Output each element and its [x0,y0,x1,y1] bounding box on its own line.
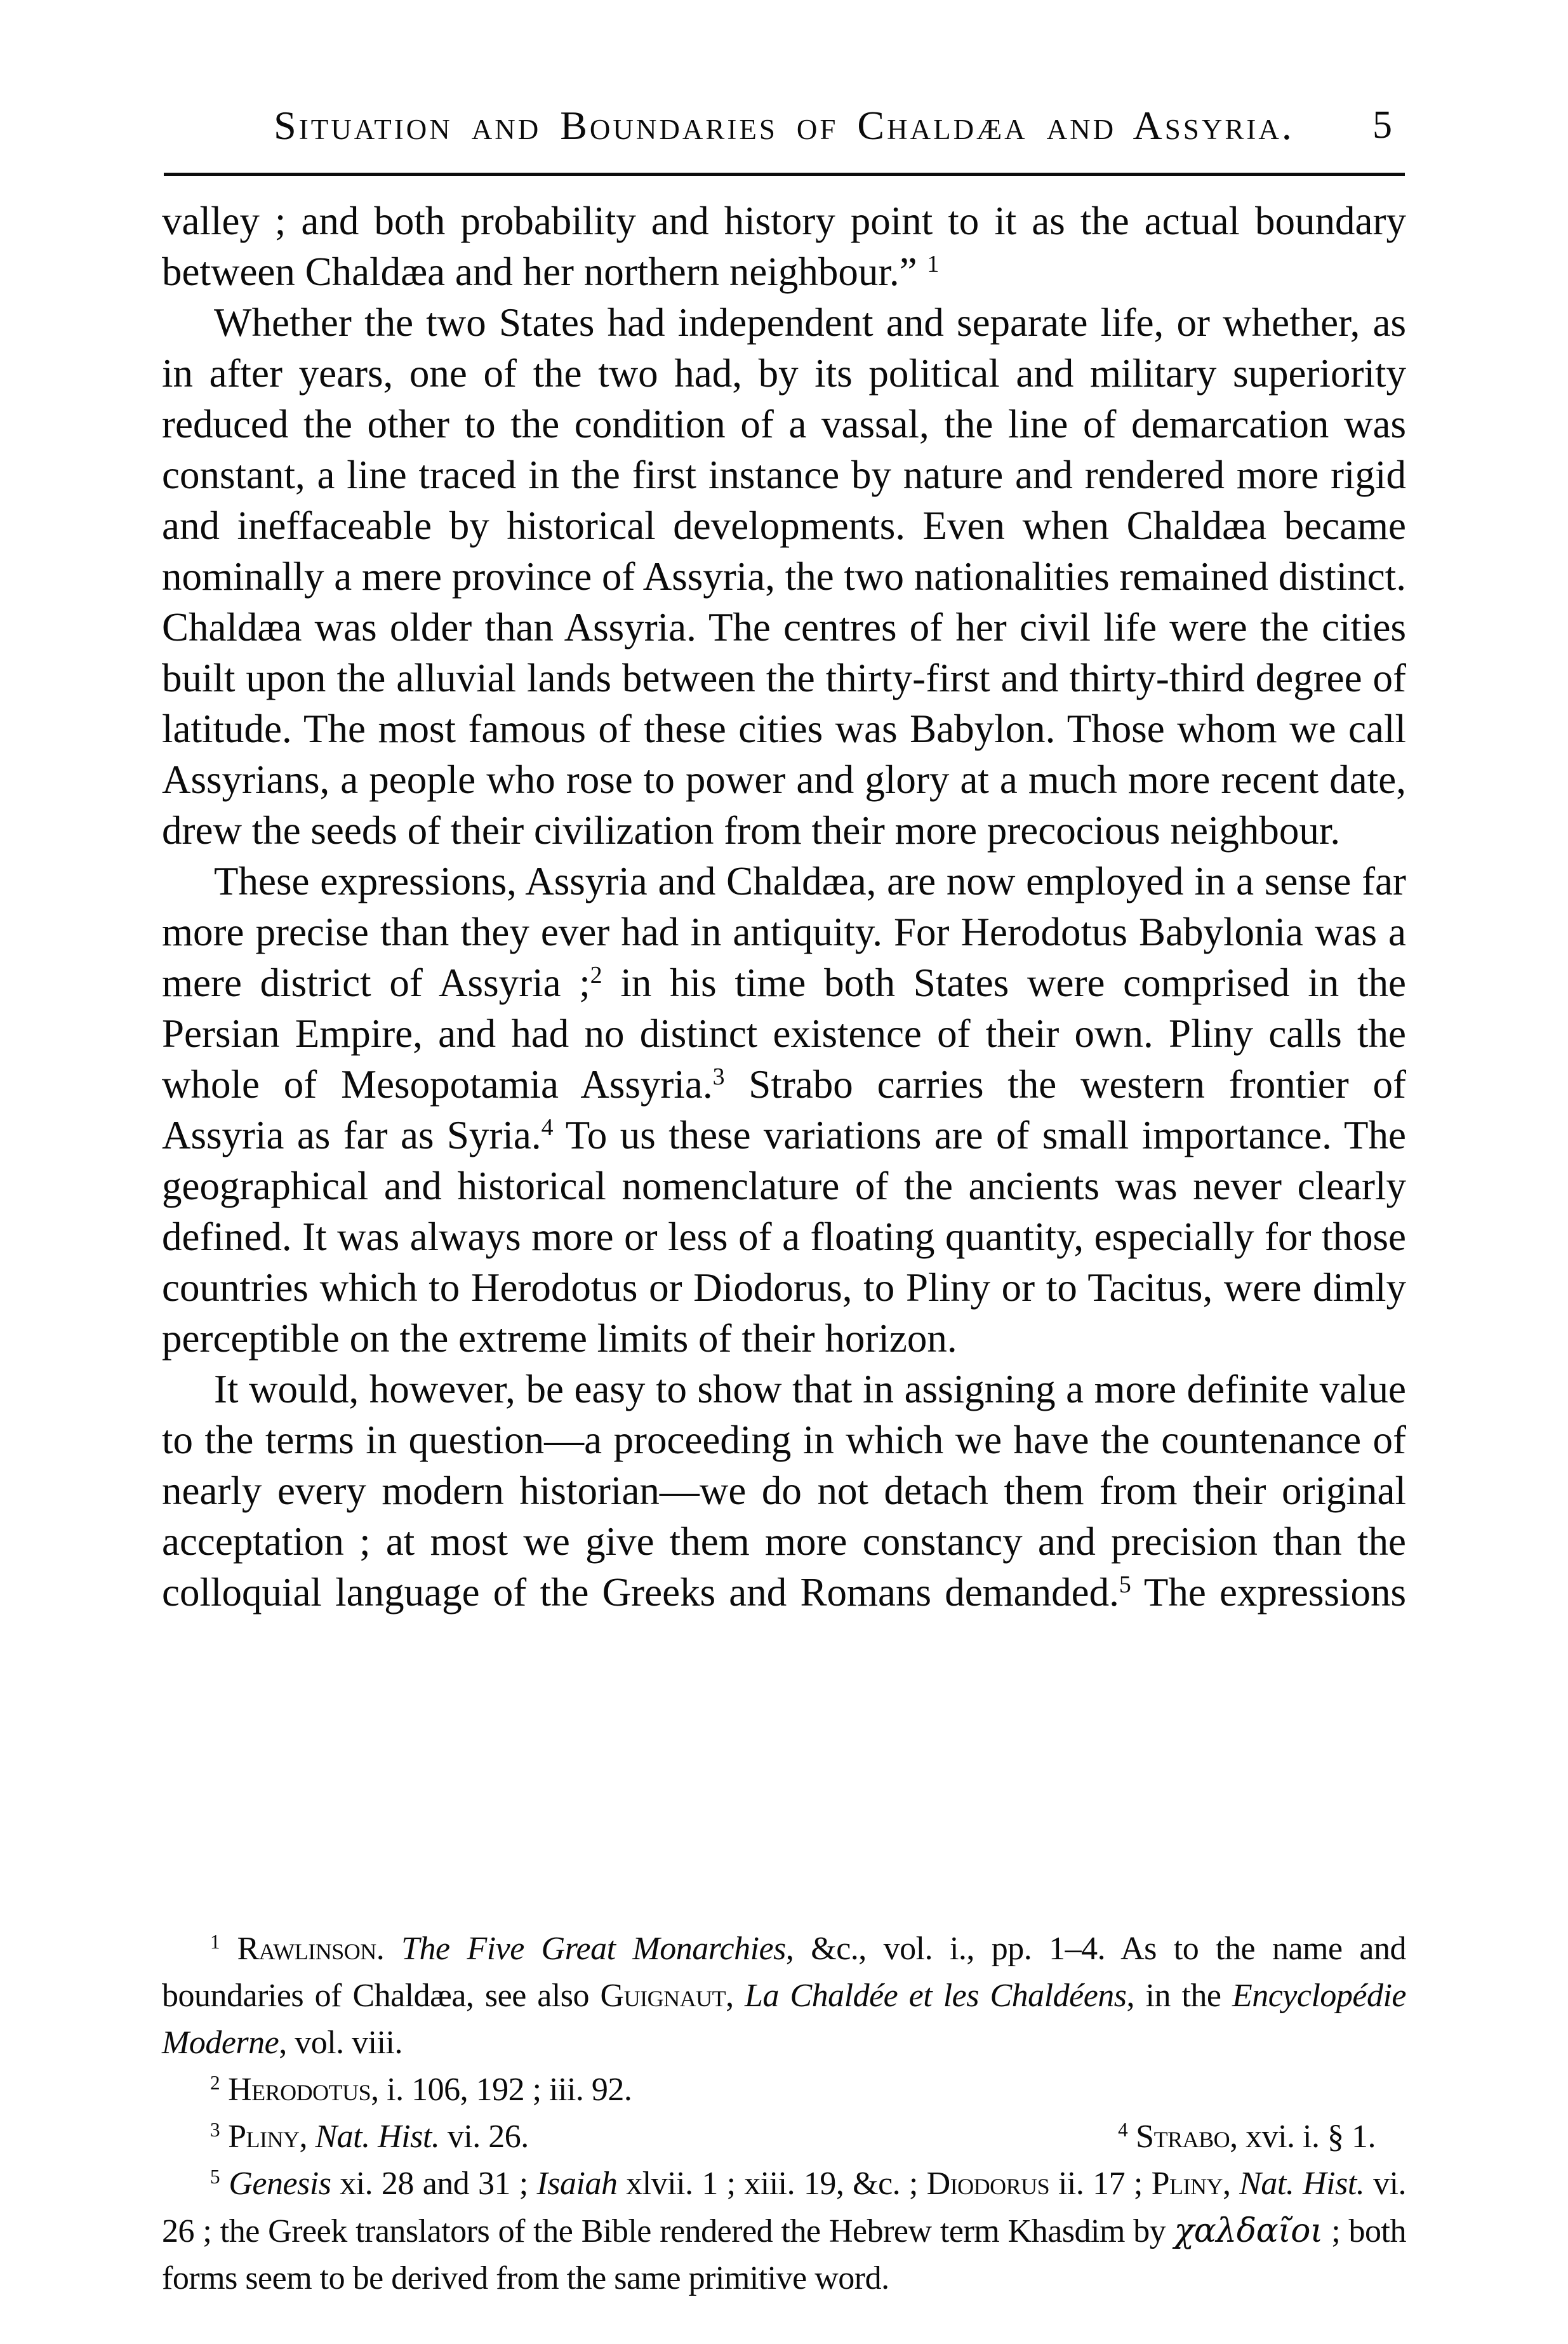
body-text [162,196,1406,1618]
footnote-marker-5: 5 [1119,1571,1131,1599]
text-run: To us these variations are of small importance. The geographical and historical nomenclature of the ancients was never clearly defined. It was always more or less of a floating quantity, especially for those countries which to Herodotus or Diodorus, to Pliny or to Tacitus, were dimly perceptible on the extreme limits of their horizon. [162,1113,1407,1361]
text-run: The expressions [1131,1570,1406,1615]
text-run: in his time both States were comprised in the Persian Empire, and had no distinct existence of their own. Pliny calls the whole of Mesopotamia Assyria. [162,961,1406,1107]
text-run: , &c., vol. i., pp. 1–4. As to the name and boundaries of Chaldæa, see also [162,1931,1406,2014]
book-title: Encyclopédie Moderne [162,1978,1406,2061]
page-number: 5 [1372,103,1392,147]
author-name: Pliny [220,2119,300,2155]
footnote-4 [1118,2114,1376,2161]
footnote-marker-1: 1 [927,251,940,278]
text-run: xi. 28 and 31 ; [331,2166,537,2202]
page-title: Situation and Boundaries of Chaldæa and Assyria. [274,103,1294,148]
text-run: vi. 26 ; the Greek translators of the Bible rendered the Hebrew term Khasdim by [162,2166,1407,2249]
footnote-1 [162,1926,1406,2067]
text-run: , [1222,2166,1240,2202]
book-title: The Five Great Monarchies [384,1931,786,1967]
text-run: , [726,1978,745,2014]
text-run: valley ; and both probability and history point to it as the actual boundary between Chaldæa and her northern neighbour.” [162,199,1406,294]
footnotes [162,1926,1406,2302]
footnote-marker-4: 4 [541,1114,554,1142]
text-run: , xvi. i. § 1. [1230,2119,1376,2155]
author-name: Herodotus [220,2072,371,2108]
footnote-number: 5 [210,2165,220,2188]
author-name: Diodorus [926,2166,1050,2202]
text-run: vi. 26. [439,2119,529,2155]
book-title: Genesis [220,2166,331,2202]
body-paragraph-3 [162,856,1406,1364]
text-run: ii. 17 ; [1049,2166,1152,2202]
author-name: Rawlinson. [220,1931,385,1967]
text-run: It would, however, be easy to show that in assigning a more definite value to the terms in question—a proceeding in which we have the countenance of nearly every modern historian—we do not detach them from their original acceptation ; at most we give them more constancy and precision than the colloquial language of the Greeks and Romans demanded. [162,1367,1406,1615]
author-name: Pliny [1151,2166,1223,2202]
text-run: , [299,2119,316,2155]
body-paragraph-2 [162,297,1406,856]
text-run: , in the [1126,1978,1232,2014]
text-run: , vol. viii. [279,2025,403,2061]
header-rule [164,173,1405,176]
footnote-number: 3 [210,2118,220,2141]
body-paragraph-4 [162,1364,1406,1618]
text-run: Strabo carries the western frontier of Assyria as far as Syria. [162,1062,1407,1157]
footnote-number: 4 [1118,2118,1128,2141]
footnote-marker-2: 2 [590,962,602,989]
text-run: ; both forms seem to be derived from the same primitive word. [162,2213,1406,2296]
text-run: Whether the two States had independent and separate life, or whether, as in after years, one of the two had, by its political and military superiority reduced the other to the condition of a vassal, the line of demarcation was constant, a line traced in the first instance by nature and rendered more rigid and ineffaceable by historical developments. Even when Chaldæa became nominally a mere province of Assyria, the two nationalities remained distinct. Chaldæa was older than Assyria. The centres of her civil life were the cities built upon the alluvial lands between the thirty-first and thirty-third degree of latitude. The most famous of these cities was Babylon. Those whom we call Assyrians, a people who rose to power and glory at a much more recent date, drew the seeds of their civilization from their more precocious neighbour. [162,300,1406,853]
footnote-number: 1 [210,1930,220,1953]
running-head [162,105,1406,146]
footnote-number: 2 [210,2071,220,2094]
text-run: xlvii. 1 ; xiii. 19, &c. ; [617,2166,927,2202]
text-run: , i. 106, 192 ; iii. 92. [371,2072,632,2108]
book-title: La Chaldée et les Chaldéens [745,1978,1127,2014]
footnote-marker-3: 3 [712,1063,725,1091]
footnote-2 [162,2067,1406,2114]
greek-word: χαλδαῖοι [1174,2212,1323,2250]
author-name: Strabo [1127,2119,1230,2155]
book-title: Nat. Hist. [315,2119,440,2155]
footnote-row-3-4 [162,2114,1406,2161]
body-paragraph-1 [162,196,1406,297]
footnote-5 [162,2161,1406,2302]
footnote-3 [210,2114,529,2161]
text-run: These expressions, Assyria and Chaldæa, are now employed in a sense far more precise than they ever had in antiquity. For Herodotus Babylonia was a mere district of Assyria ; [162,859,1406,1005]
author-name: Guignaut [600,1978,726,2014]
book-title: Nat. Hist. [1239,2166,1365,2202]
book-title: Isaiah [536,2166,618,2202]
